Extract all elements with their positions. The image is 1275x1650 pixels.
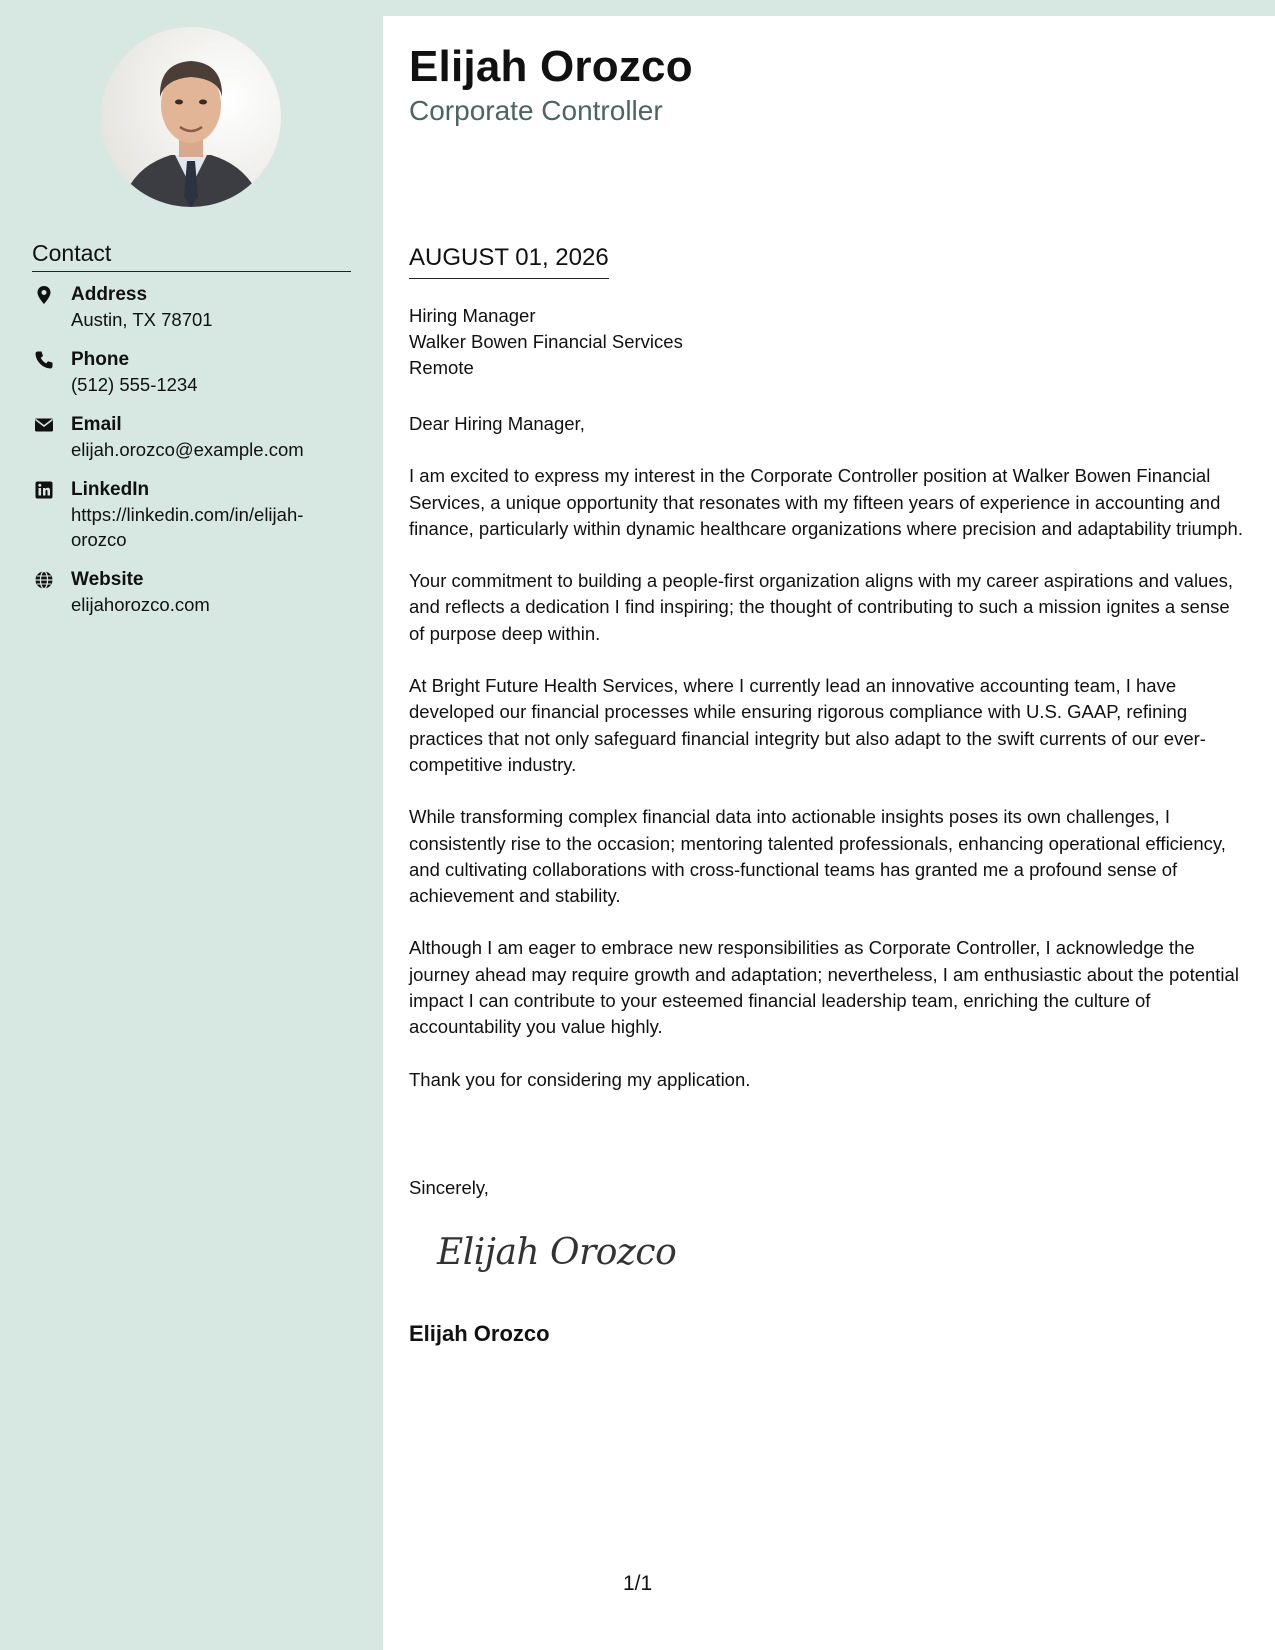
envelope-icon [34, 415, 54, 435]
recipient-block [409, 303, 683, 381]
signer-name: Elijah Orozco [409, 1321, 550, 1346]
body-paragraph: Your commitment to building a people-first organization aligns with my career aspirations and values, and reflects a dedication I find inspiring; the thought of contributing to such a mission ignites a sense of purpose deep within. [409, 570, 1234, 644]
applicant-name: Elijah Orozco [409, 42, 693, 91]
letter-body [409, 411, 1249, 1119]
closing: Sincerely, [409, 1177, 489, 1198]
contact-label: Email [71, 414, 122, 435]
body-paragraph: Thank you for considering my application. [409, 1068, 751, 1090]
globe-icon [34, 570, 54, 590]
linkedin-value[interactable]: https://linkedin.com/in/elijah-orozco [71, 504, 304, 550]
contact-linkedin [32, 477, 352, 552]
body-paragraph: I am excited to express my interest in the Corporate Controller position at Walker Bowen Financial Services, a unique opportunity that resonates with my fifteen years of experience in accounting and finance, particularly within dynamic healthcare organizations where precision and adaptability triumph. [409, 465, 1243, 539]
contact-label: Address [71, 284, 148, 305]
contact-phone [32, 347, 352, 397]
recipient-line: Hiring Manager [409, 305, 536, 326]
contact-heading: Contact [32, 240, 351, 272]
map-pin-icon [34, 285, 54, 305]
contact-list [32, 282, 352, 632]
contact-address [32, 282, 352, 332]
email-value[interactable]: elijah.orozco@example.com [71, 439, 304, 460]
body-paragraph: While transforming complex financial data into actionable insights poses its own challenges, I consistently rise to the occasion; mentoring talented professionals, enhancing operational efficiency, and cultivating collaborations with cross-functional teams has granted me a profound sense of achievement and stability. [409, 806, 1226, 907]
contact-label: LinkedIn [71, 479, 150, 500]
contact-label: Website [71, 569, 144, 590]
recipient-line: Remote [409, 357, 474, 378]
body-paragraph: Although I am eager to embrace new responsibilities as Corporate Controller, I acknowledge the journey ahead may require growth and adaptation; nevertheless, I am enthusiastic about the potential impact I can contribute to your esteemed financial leadership team, enriching the culture of accountability you value highly. [409, 937, 1239, 1038]
contact-website [32, 567, 352, 617]
phone-value: (512) 555-1234 [71, 374, 198, 395]
salutation: Dear Hiring Manager, [409, 413, 585, 434]
signature: Elijah Orozco [437, 1232, 677, 1273]
profile-photo [101, 27, 281, 207]
page-number: 1/1 [623, 1572, 653, 1595]
linkedin-icon [34, 480, 54, 500]
recipient-line: Walker Bowen Financial Services [409, 331, 683, 352]
letter-date: AUGUST 01, 2026 [409, 244, 609, 279]
contact-email [32, 412, 352, 462]
applicant-title: Corporate Controller [409, 95, 663, 126]
phone-icon [34, 350, 54, 370]
address-value: Austin, TX 78701 [71, 309, 213, 330]
body-paragraph: At Bright Future Health Services, where I currently lead an innovative accounting team, I have developed our financial processes while ensuring rigorous compliance with U.S. GAAP, refining practices that not only safeguard financial integrity but also adapt to the swift currents of our ever-competitive industry. [409, 675, 1206, 775]
website-value[interactable]: elijahorozco.com [71, 594, 210, 615]
contact-label: Phone [71, 349, 130, 370]
